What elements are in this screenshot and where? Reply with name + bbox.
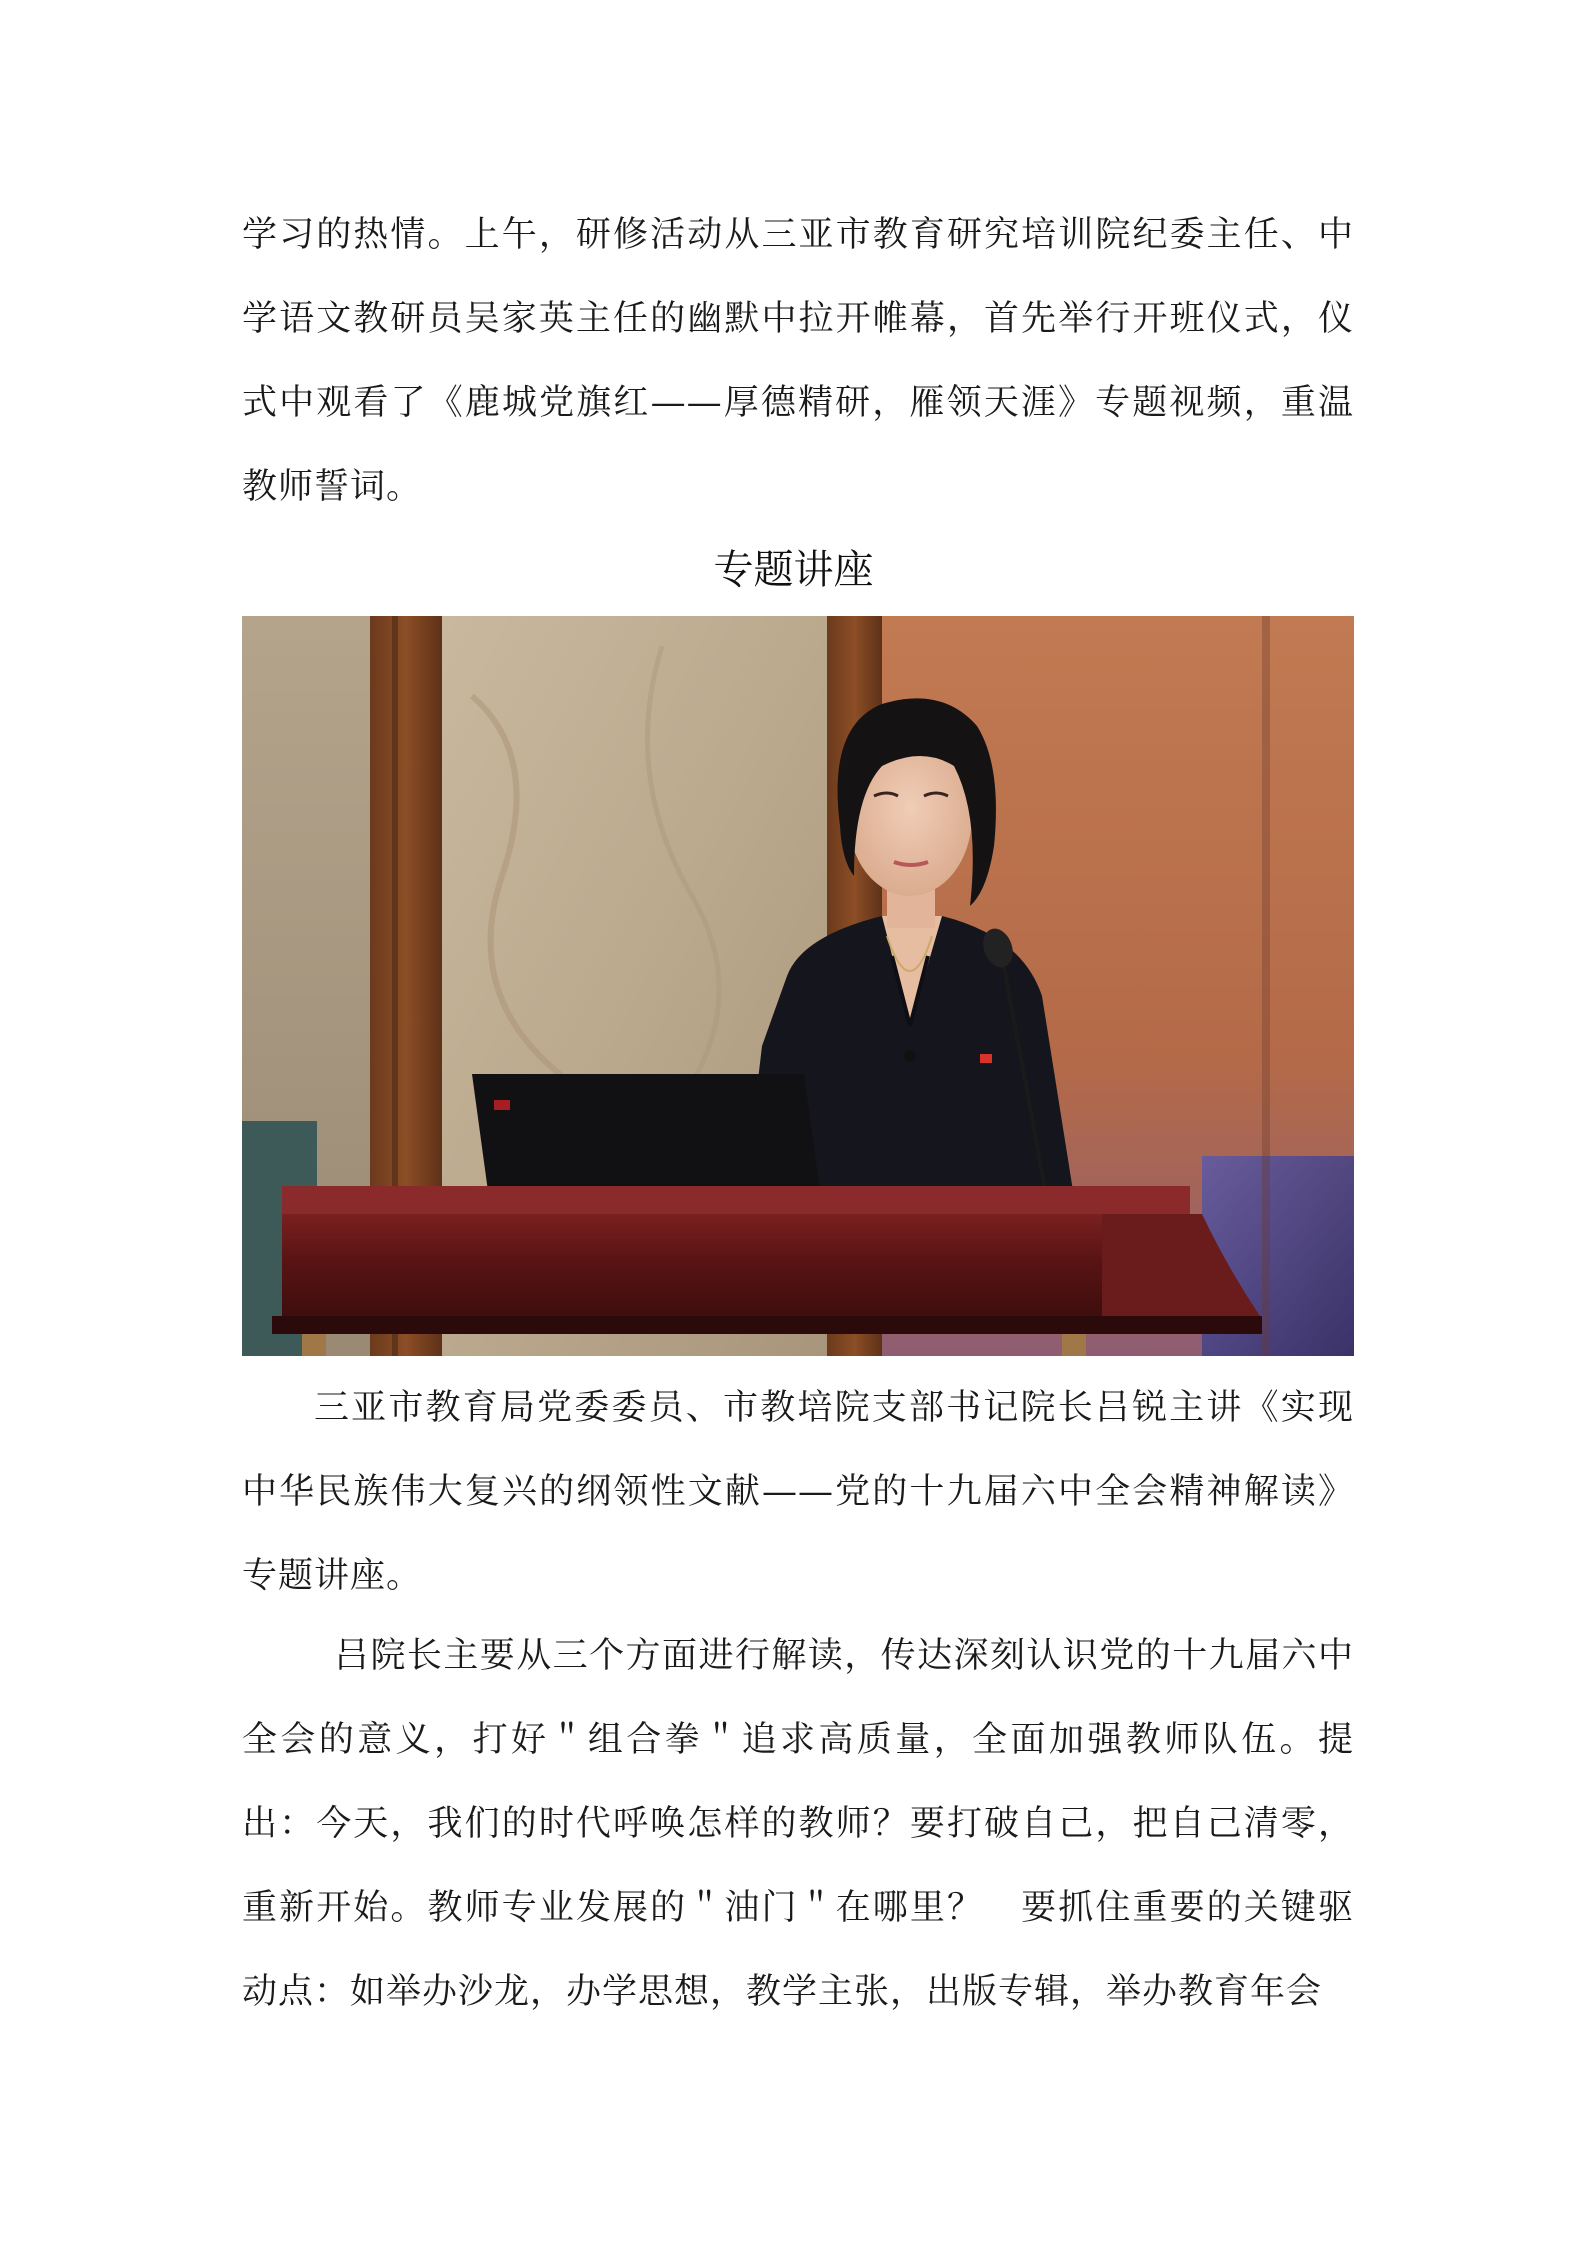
lecture-photo (242, 616, 1354, 1356)
section-heading: 专题讲座 (713, 547, 874, 593)
paragraph-lecture-intro: 三亚市教育局党委委员、市教培院支部书记院长吕锐主讲《实现中华民族伟大复兴的纲领性文献——党的十九届六中全会精神解读》专题讲座。 (242, 1388, 1354, 1596)
paragraph-lecture-content: 吕院长主要从三个方面进行解读，传达深刻认识党的十九届六中全会的意义，打好＂组合拳＂追求高质量，全面加强教师队伍。提出：今天，我们的时代呼唤怎样的教师？要打破自己，把自己清零，重新开始。教师专业发展的＂油门＂在哪里？ 要抓住重要的关键驱动点：如举办沙龙，办学思想，教学主张，出版专辑，举办教育年会 (242, 1636, 1354, 2012)
paragraph-opening-ceremony: 学习的热情。上午，研修活动从三亚市教育研究培训院纪委主任、中学语文教研员吴家英主任的幽默中拉开帷幕，首先举行开班仪式，仪式中观看了《鹿城党旗红——厚德精研，雁领天涯》专题视频，重温教师誓词。 (242, 215, 1354, 507)
